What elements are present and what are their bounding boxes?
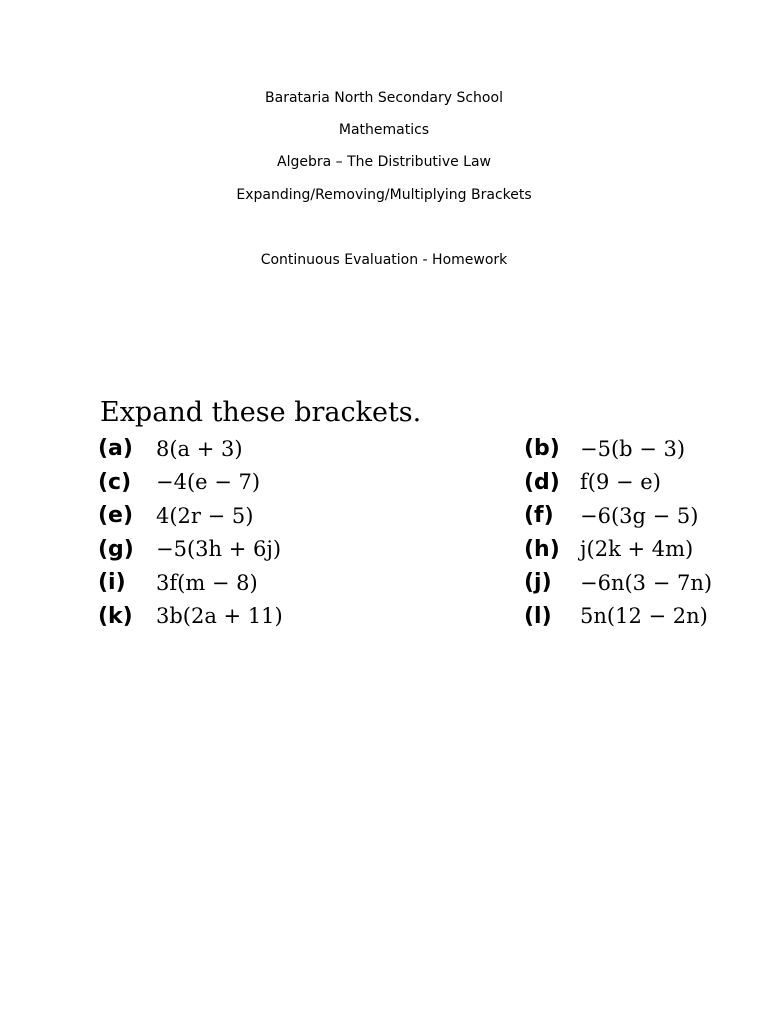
exercise-a — [98, 432, 524, 466]
exercise-expression: f(9 − e) — [580, 470, 661, 495]
exercise-label: (a) — [98, 436, 133, 462]
exercise-expression: 3b(2a + 11) — [156, 604, 283, 629]
exercise-j — [524, 566, 738, 600]
exercise-b — [524, 432, 738, 466]
exercise-expression: −6n(3 − 7n) — [580, 570, 713, 595]
exercise-label: (c) — [98, 469, 132, 495]
instruction-heading: Expand these brackets. — [100, 397, 422, 428]
exercise-label: (i) — [98, 570, 126, 596]
school-name: Barataria North Secondary School — [265, 90, 503, 106]
exercise-expression: 4(2r − 5) — [156, 503, 254, 528]
exercise-expression: −5(3h + 6j) — [156, 537, 282, 562]
exercise-label: (j) — [524, 570, 552, 596]
exercise-g — [98, 533, 524, 567]
exercise-expression: −5(b − 3) — [580, 436, 686, 461]
exercise-expression: 5n(12 − 2n) — [580, 604, 708, 629]
topic-title: Algebra – The Distributive Law — [277, 154, 491, 170]
exercise-label: (b) — [524, 436, 560, 462]
exercise-f — [524, 499, 738, 533]
exercise-label: (f) — [524, 503, 554, 529]
subject-title: Mathematics — [338, 122, 430, 138]
exercise-grid — [98, 432, 738, 633]
exercise-h — [524, 533, 738, 567]
exercise-c — [98, 466, 524, 500]
exercise-expression: 3f(m − 8) — [156, 570, 258, 595]
subtopic-title: Expanding/Removing/Multiplying Brackets — [236, 187, 532, 203]
exercise-label: (k) — [98, 603, 133, 629]
exercise-label: (d) — [524, 469, 560, 495]
exercise-expression: j(2k + 4m) — [580, 537, 694, 562]
exercise-label: (l) — [524, 603, 552, 629]
exercise-expression: −4(e − 7) — [156, 470, 261, 495]
evaluation-title: Continuous Evaluation - Homework — [260, 252, 508, 268]
exercise-label: (h) — [524, 536, 560, 562]
exercise-expression: 8(a + 3) — [156, 436, 243, 461]
exercise-expression: −6(3g − 5) — [580, 503, 699, 528]
exercise-k — [98, 600, 524, 634]
exercise-e — [98, 499, 524, 533]
exercise-i — [98, 566, 524, 600]
exercise-label: (g) — [98, 536, 134, 562]
exercise-d — [524, 466, 738, 500]
exercise-l — [524, 600, 738, 634]
exercise-label: (e) — [98, 503, 134, 529]
